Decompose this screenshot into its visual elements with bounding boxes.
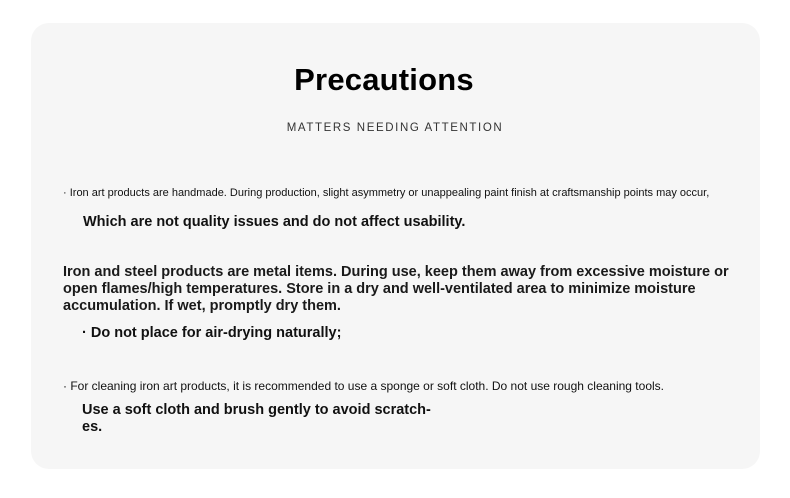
- page-title: Precautions: [294, 62, 474, 97]
- note-cleaning-continuation-line1: Use a soft cloth and brush gently to avoid scratch-: [82, 402, 431, 418]
- note-handmade-bullet: · Iron art products are handmade. During production, slight asymmetry or unappealing paint finish at craftsmanship points may occur,: [63, 187, 710, 199]
- page-subtitle: MATTERS NEEDING ATTENTION: [286, 122, 504, 134]
- note-cleaning-continuation-line2: es.: [82, 419, 103, 435]
- note-cleaning-bullet: · For cleaning iron art products, it is recommended to use a sponge or soft cloth. Do not use rough cleaning tools.: [63, 379, 664, 393]
- note-metal-paragraph: Iron and steel products are metal items. During use, keep them away from excessive moisture or open flames/high temperatures. Store in a dry and well-ventilated area to minimize moisture accumulation. If wet, promptly dry them.: [63, 264, 729, 314]
- note-handmade-continuation: Which are not quality issues and do not affect usability.: [83, 214, 466, 230]
- note-air-drying-bullet: · Do not place for air-drying naturally;: [82, 325, 342, 341]
